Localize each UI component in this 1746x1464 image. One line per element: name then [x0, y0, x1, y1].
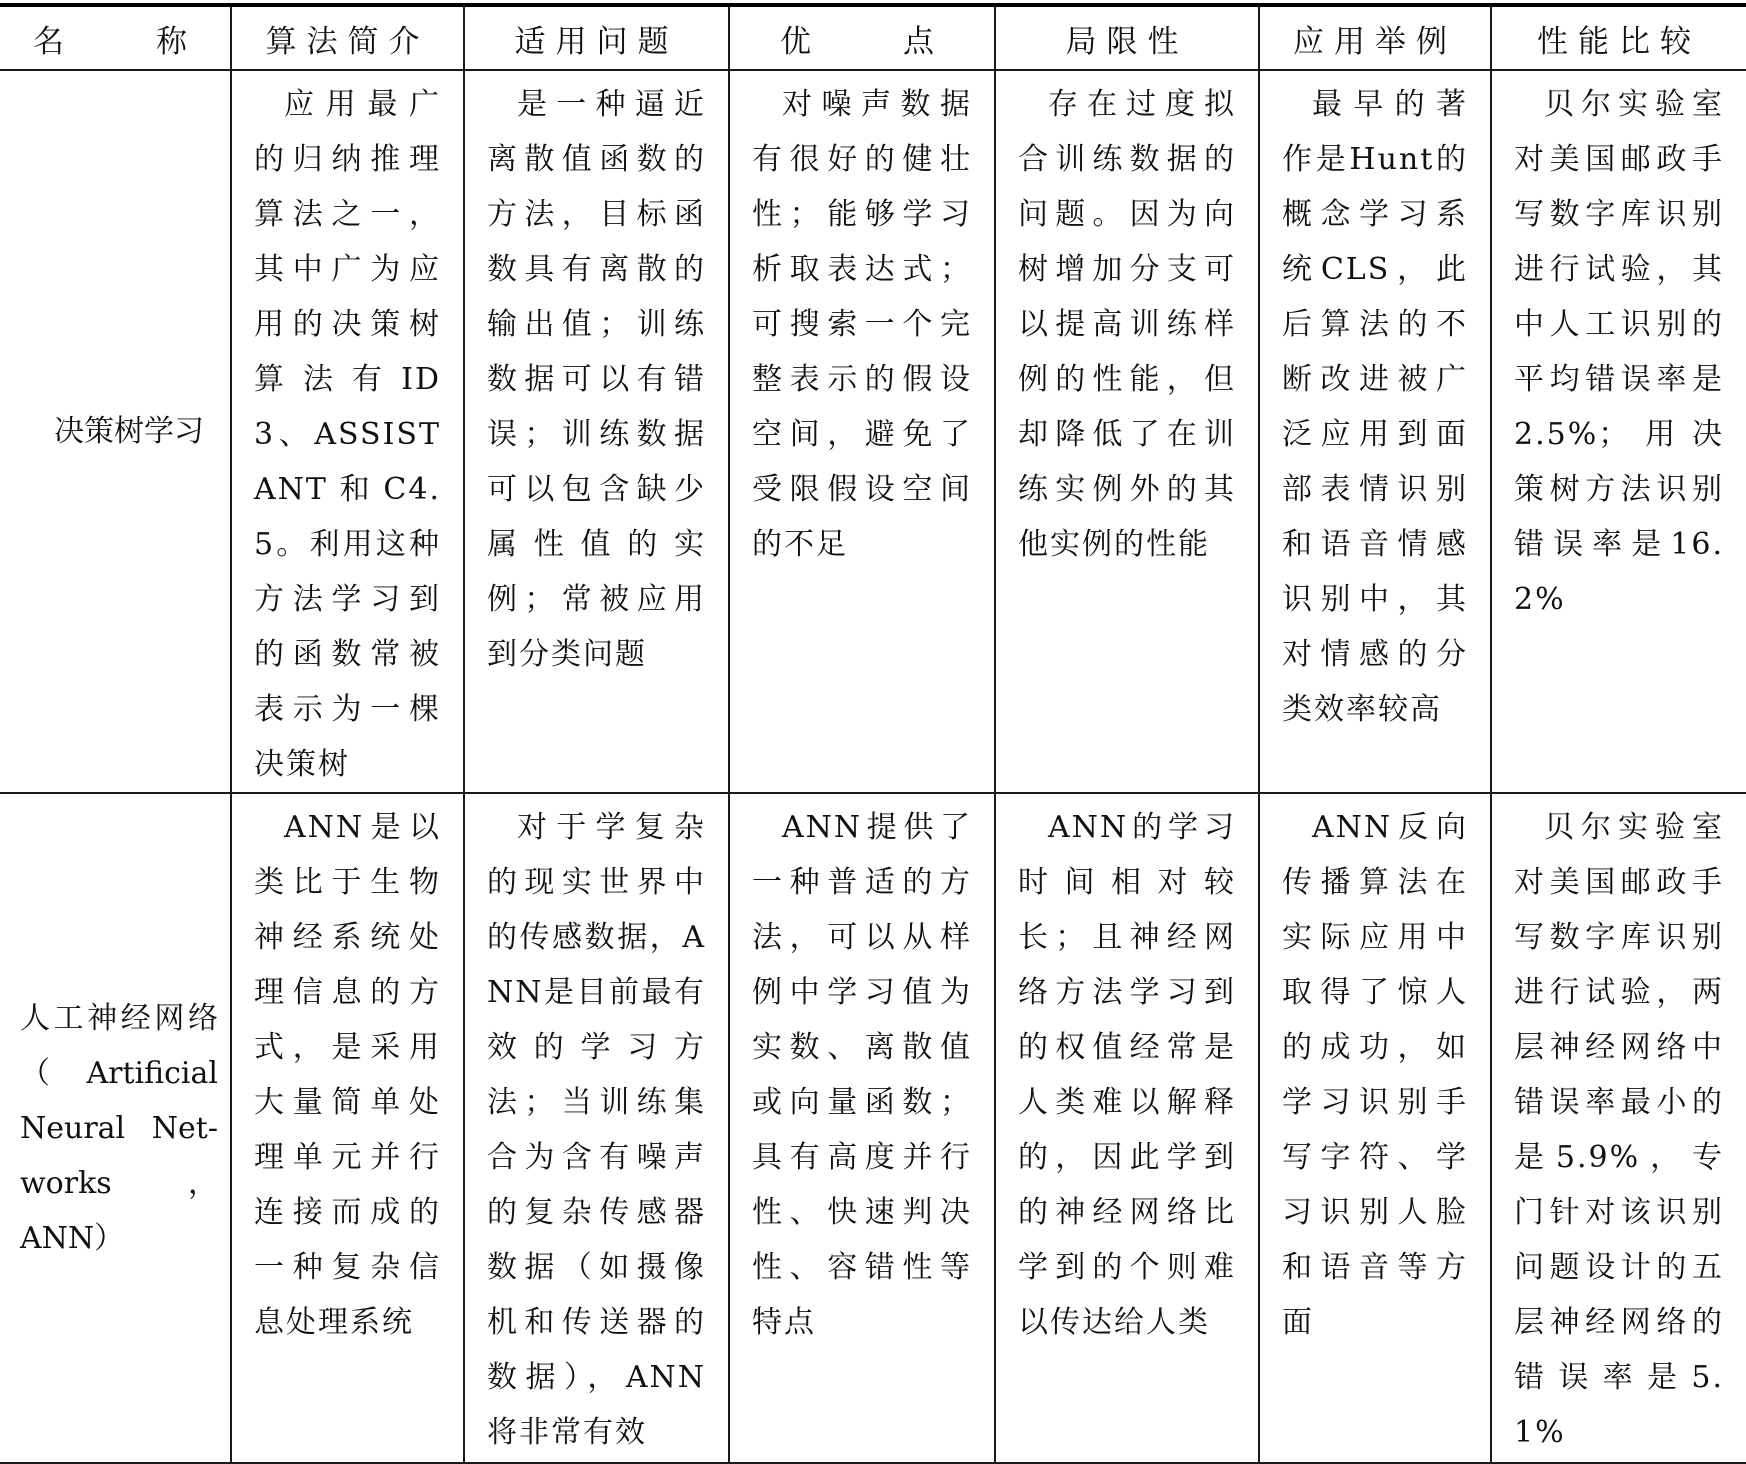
header-intro: 算法简介	[231, 5, 464, 70]
cell-intro: ANN是以类比于生物神经系统处理信息的方式，是采用大量简单处理单元并行连接而成的一种复杂信息处理系统	[231, 793, 464, 1463]
algorithm-comparison-table	[0, 3, 1746, 1464]
cell-performance: 贝尔实验室对美国邮政手写数字库识别进行试验，其中人工识别的平均错误率是2.5%；用决策树方法识别错误率是16.2%	[1491, 70, 1746, 793]
cell-applicable: 是一种逼近离散值函数的方法，目标函数具有离散的输出值；训练数据可以有错误；训练数据可以包含缺少属性值的实例；常被应用到分类问题	[464, 70, 729, 793]
cell-limitations: 存在过度拟合训练数据的问题。因为向树增加分支可以提高训练样例的性能，但却降低了在训练实例外的其他实例的性能	[995, 70, 1259, 793]
cell-intro: 应用最广的归纳推理算法之一，其中广为应用的决策树算法有ID3、ASSISTANT和C4.5。利用这种方法学习到的函数常被表示为一棵决策树	[231, 70, 464, 793]
header-name: 名 称	[0, 5, 231, 70]
header-applicable: 适用问题	[464, 5, 729, 70]
cell-advantages: ANN提供了一种普适的方法，可以从样例中学习值为实数、离散值或向量函数；具有高度并行性、快速判决性、容错性等特点	[729, 793, 995, 1463]
header-advantages: 优 点	[729, 5, 995, 70]
row-name: 人工神经网络（Artificial Neural Net-works，ANN）	[0, 793, 231, 1463]
cell-performance: 贝尔实验室对美国邮政手写数字库识别进行试验，两层神经网络中错误率最小的是5.9%，专门针对该识别问题设计的五层神经网络的错误率是5.1%	[1491, 793, 1746, 1463]
table-row	[0, 793, 1746, 1463]
header-row	[0, 5, 1746, 70]
cell-limitations: ANN的学习时间相对较长；且神经网络方法学习到的权值经常是人类难以解释的，因此学到的神经网络比学到的个则难以传达给人类	[995, 793, 1259, 1463]
row-name: 决策树学习	[0, 70, 231, 793]
cell-advantages: 对噪声数据有很好的健壮性；能够学习析取表达式；可搜索一个完整表示的假设空间，避免了受限假设空间的不足	[729, 70, 995, 793]
header-examples: 应用举例	[1259, 5, 1491, 70]
cell-examples: ANN反向传播算法在实际应用中取得了惊人的成功，如学习识别手写字符、学习识别人脸和语音等方面	[1259, 793, 1491, 1463]
header-performance: 性能比较	[1491, 5, 1746, 70]
table-row	[0, 70, 1746, 793]
cell-examples: 最早的著作是Hunt的概念学习系统CLS，此后算法的不断改进被广泛应用到面部表情识别和语音情感识别中，其对情感的分类效率较高	[1259, 70, 1491, 793]
cell-applicable: 对于学复杂的现实世界中的传感数据，ANN是目前最有效的学习方法；当训练集合为含有噪声的复杂传感器数据（如摄像机和传送器的数据），ANN将非常有效	[464, 793, 729, 1463]
header-limitations: 局限性	[995, 5, 1259, 70]
